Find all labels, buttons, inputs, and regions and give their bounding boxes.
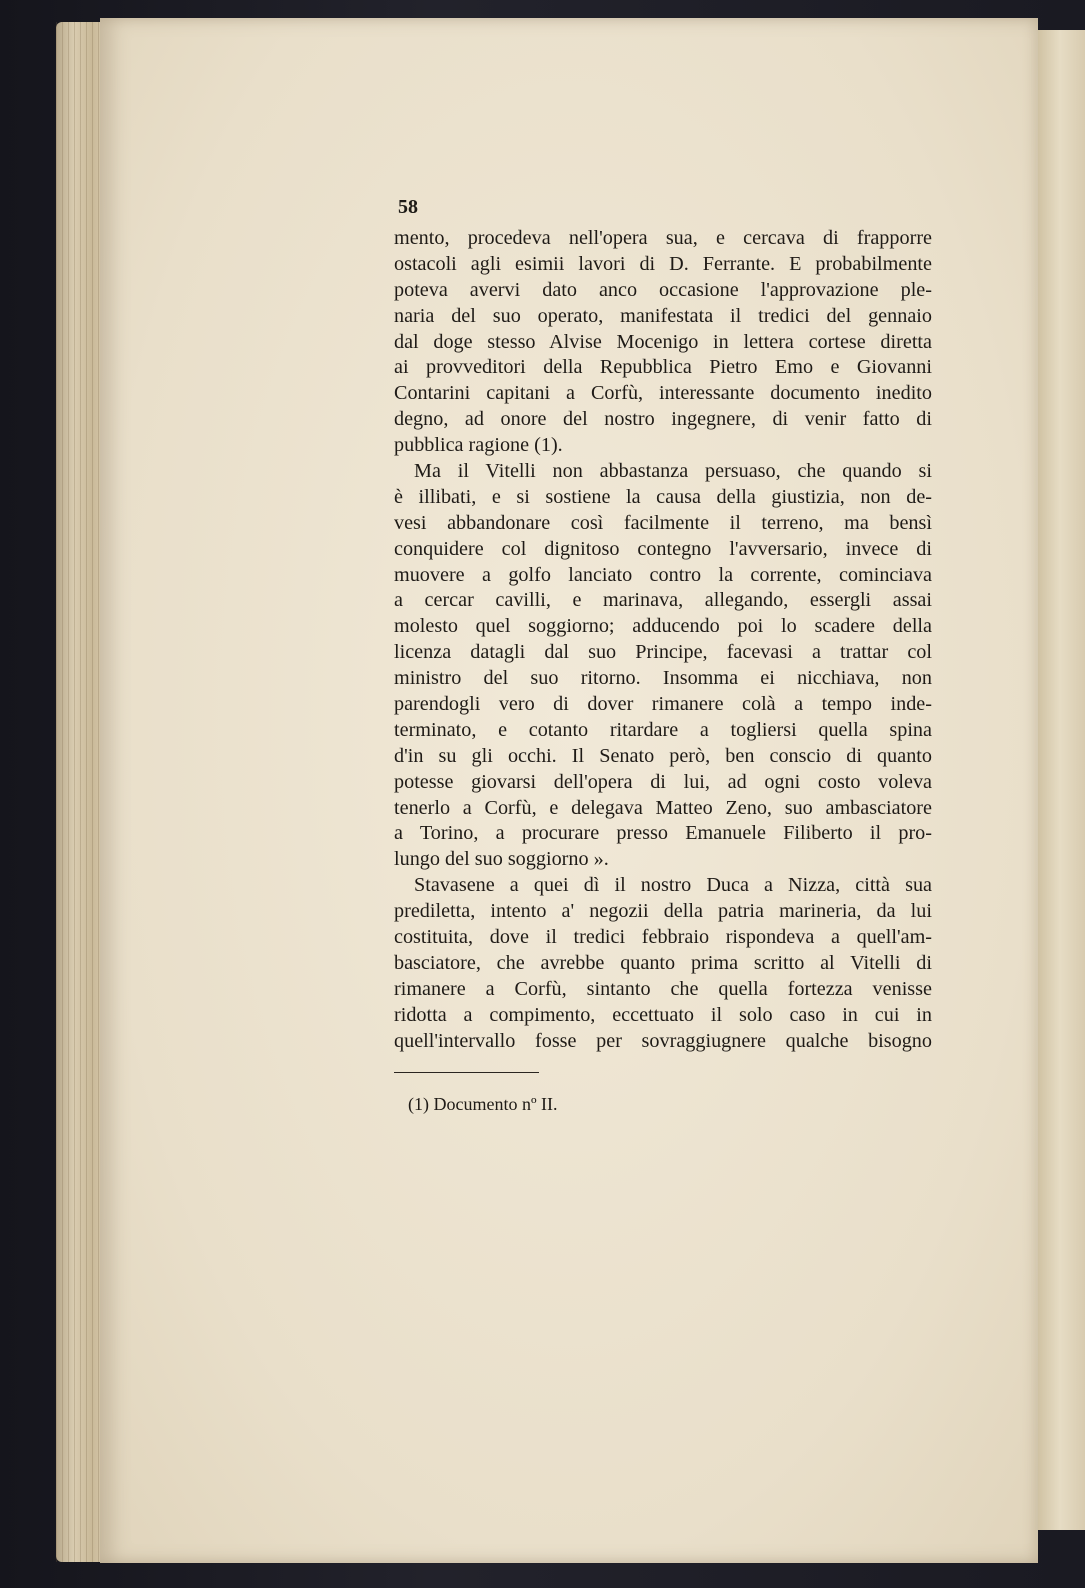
text-line: tenerlo a Corfù, e delegava Matteo Zeno, suo ambasciatore — [394, 796, 932, 819]
text-line: ostacoli agli esimii lavori di D. Ferrante. E probabilmente — [394, 252, 932, 275]
text-line: a Torino, a procurare presso Emanuele Filiberto il pro- — [394, 822, 932, 845]
text-line: poteva avervi dato anco occasione l'approvazione ple- — [394, 278, 932, 301]
text-line: potesse giovarsi dell'opera di lui, ad ogni costo voleva — [394, 770, 932, 793]
text-line: rimanere a Corfù, sintanto che quella fortezza venisse — [394, 977, 932, 1000]
text-line: ministro del suo ritorno. Insomma ei nicchiava, non — [394, 667, 932, 690]
text-line: ridotta a compimento, eccettuato il solo caso in cui in — [394, 1003, 932, 1026]
text-line: terminato, e cotanto ritardare a togliersi quella spina — [394, 718, 932, 741]
body-text — [394, 226, 932, 1055]
text-line: Ma il Vitelli non abbastanza persuaso, che quando si — [414, 460, 932, 483]
text-line: conquidere col dignitoso contegno l'avversario, invece di — [394, 537, 932, 560]
text-line: basciatore, che avrebbe quanto prima scritto al Vitelli di — [394, 951, 932, 974]
text-line: molesto quel soggiorno; adducendo poi lo scadere della — [394, 615, 932, 638]
text-line: prediletta, intento a' negozii della patria marineria, da lui — [394, 900, 932, 923]
text-line: Contarini capitani a Corfù, interessante documento inedito — [394, 382, 932, 405]
page-number: 58 — [398, 196, 418, 218]
text-line: è illibati, e si sostiene la causa della giustizia, non de- — [394, 485, 932, 508]
facing-page-edge — [1035, 30, 1085, 1530]
text-line: d'in su gli occhi. Il Senato però, ben conscio di quanto — [394, 744, 932, 767]
footnote: (1) Documento nº II. — [408, 1094, 558, 1114]
text-line: licenza datagli dal suo Principe, facevasi a trattar col — [394, 641, 932, 664]
text-line: degno, ad onore del nostro ingegnere, di venir fatto di — [394, 408, 932, 431]
text-line: mento, procedeva nell'opera sua, e cercava di frapporre — [394, 227, 932, 249]
text-line: ai provveditori della Repubblica Pietro Emo e Giovanni — [394, 356, 932, 379]
text-line: parendogli vero di dover rimanere colà a tempo inde- — [394, 693, 932, 716]
text-line: naria del suo operato, manifestata il tredici del gennaio — [394, 304, 932, 327]
text-line: Stavasene a quei dì il nostro Duca a Nizza, città sua — [414, 874, 932, 897]
text-line: a cercar cavilli, e marinava, allegando, essergli assai — [394, 589, 932, 612]
text-line: pubblica ragione (1). — [394, 434, 563, 457]
text-line: quell'intervallo fosse per sovraggiugnere qualche bisogno — [394, 1029, 932, 1052]
text-line: muovere a golfo lanciato contro la corrente, cominciava — [394, 563, 932, 586]
footnote-rule — [394, 1072, 539, 1073]
text-line: dal doge stesso Alvise Mocenigo in lettera cortese diretta — [394, 330, 932, 353]
text-line: vesi abbandonare così facilmente il terreno, ma bensì — [394, 511, 932, 534]
text-line: costituita, dove il tredici febbraio rispondeva a quell'am- — [394, 926, 932, 949]
text-line: lungo del suo soggiorno ». — [394, 848, 609, 871]
